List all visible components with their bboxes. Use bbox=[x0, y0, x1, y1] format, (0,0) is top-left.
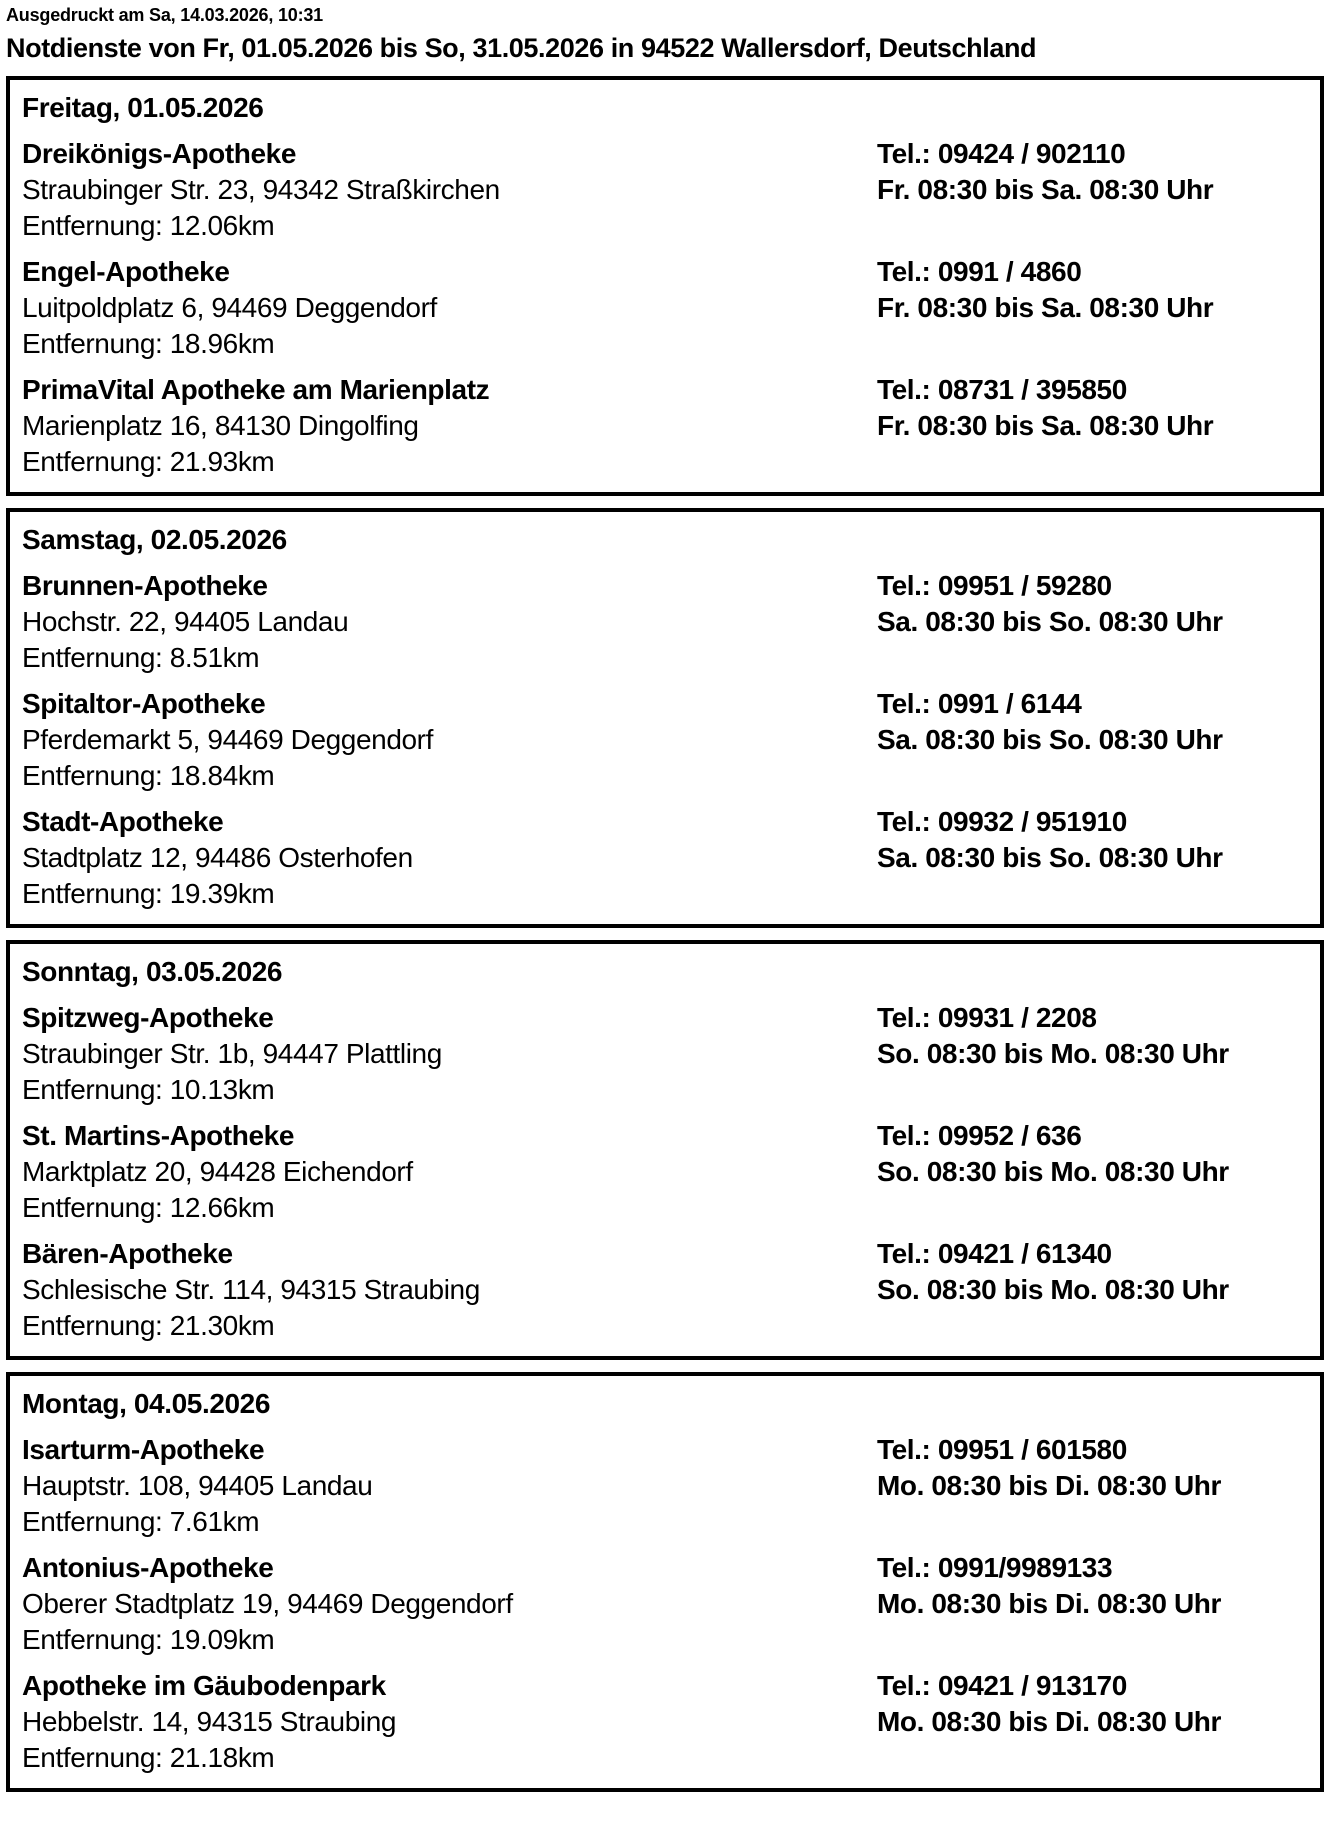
pharmacy-row-address-hours bbox=[22, 408, 1308, 444]
pharmacy-row-distance bbox=[22, 1308, 1308, 1344]
pharmacy-address: Luitpoldplatz 6, 94469 Deggendorf bbox=[22, 292, 437, 323]
pharmacy-entry bbox=[22, 1236, 1308, 1344]
pharmacy-row-distance bbox=[22, 444, 1308, 480]
pharmacy-distance: Entfernung: 8.51km bbox=[22, 642, 260, 673]
pharmacy-phone: Tel.: 09932 / 951910 bbox=[877, 806, 1127, 837]
pharmacy-entry bbox=[22, 1550, 1308, 1658]
pharmacy-list bbox=[22, 136, 1308, 480]
pharmacy-hours: Fr. 08:30 bis Sa. 08:30 Uhr bbox=[877, 174, 1214, 205]
pharmacy-name: Dreikönigs-Apotheke bbox=[22, 138, 296, 169]
pharmacy-row-distance bbox=[22, 758, 1308, 794]
pharmacy-distance: Entfernung: 18.84km bbox=[22, 760, 275, 791]
pharmacy-distance: Entfernung: 21.30km bbox=[22, 1310, 275, 1341]
pharmacy-row-name-phone bbox=[22, 372, 1308, 408]
pharmacy-row-name-phone bbox=[22, 1550, 1308, 1586]
pharmacy-phone: Tel.: 0991 / 4860 bbox=[877, 256, 1082, 287]
pharmacy-entry bbox=[22, 254, 1308, 362]
pharmacy-distance: Entfernung: 10.13km bbox=[22, 1074, 275, 1105]
pharmacy-name: Apotheke im Gäubodenpark bbox=[22, 1670, 386, 1701]
pharmacy-entry bbox=[22, 1432, 1308, 1540]
pharmacy-hours: Fr. 08:30 bis Sa. 08:30 Uhr bbox=[877, 410, 1214, 441]
pharmacy-row-distance bbox=[22, 876, 1308, 912]
pharmacy-hours: So. 08:30 bis Mo. 08:30 Uhr bbox=[877, 1274, 1229, 1305]
pharmacy-row-name-phone bbox=[22, 136, 1308, 172]
pharmacy-row-distance bbox=[22, 208, 1308, 244]
pharmacy-entry bbox=[22, 686, 1308, 794]
pharmacy-hours: So. 08:30 bis Mo. 08:30 Uhr bbox=[877, 1038, 1229, 1069]
printed-at-label: Ausgedruckt am Sa, 14.03.2026, 10:31 bbox=[6, 5, 323, 25]
pharmacy-name: Spitzweg-Apotheke bbox=[22, 1002, 274, 1033]
pharmacy-row-address-hours bbox=[22, 840, 1308, 876]
pharmacy-hours: Mo. 08:30 bis Di. 08:30 Uhr bbox=[877, 1470, 1221, 1501]
pharmacy-row-address-hours bbox=[22, 290, 1308, 326]
pharmacy-row-name-phone bbox=[22, 568, 1308, 604]
pharmacy-address: Oberer Stadtplatz 19, 94469 Deggendorf bbox=[22, 1588, 513, 1619]
pharmacy-distance: Entfernung: 21.93km bbox=[22, 446, 275, 477]
pharmacy-name: Engel-Apotheke bbox=[22, 256, 230, 287]
pharmacy-distance: Entfernung: 19.39km bbox=[22, 878, 275, 909]
pharmacy-phone: Tel.: 09931 / 2208 bbox=[877, 1002, 1097, 1033]
pharmacy-entry bbox=[22, 1118, 1308, 1226]
pharmacy-distance: Entfernung: 12.66km bbox=[22, 1192, 275, 1223]
day-header: Sonntag, 03.05.2026 bbox=[22, 956, 283, 987]
pharmacy-distance-spacer bbox=[877, 444, 1308, 480]
pharmacy-hours: Sa. 08:30 bis So. 08:30 Uhr bbox=[877, 724, 1223, 755]
pharmacy-phone: Tel.: 09952 / 636 bbox=[877, 1120, 1082, 1151]
day-header: Freitag, 01.05.2026 bbox=[22, 92, 264, 123]
pharmacy-address: Hochstr. 22, 94405 Landau bbox=[22, 606, 349, 637]
pharmacy-name: Isarturm-Apotheke bbox=[22, 1434, 265, 1465]
pharmacy-row-address-hours bbox=[22, 1468, 1308, 1504]
pharmacy-distance: Entfernung: 18.96km bbox=[22, 328, 275, 359]
pharmacy-name: Bären-Apotheke bbox=[22, 1238, 233, 1269]
pharmacy-distance: Entfernung: 21.18km bbox=[22, 1742, 275, 1773]
pharmacy-name: St. Martins-Apotheke bbox=[22, 1120, 295, 1151]
pharmacy-phone: Tel.: 0991/9989133 bbox=[877, 1552, 1113, 1583]
pharmacy-hours: So. 08:30 bis Mo. 08:30 Uhr bbox=[877, 1156, 1229, 1187]
pharmacy-address: Schlesische Str. 114, 94315 Straubing bbox=[22, 1274, 480, 1305]
pharmacy-address: Hebbelstr. 14, 94315 Straubing bbox=[22, 1706, 397, 1737]
pharmacy-row-distance bbox=[22, 640, 1308, 676]
pharmacy-distance-spacer bbox=[877, 1308, 1308, 1344]
pharmacy-distance-spacer bbox=[877, 1504, 1308, 1540]
pharmacy-row-address-hours bbox=[22, 1586, 1308, 1622]
pharmacy-row-address-hours bbox=[22, 1036, 1308, 1072]
pharmacy-hours: Mo. 08:30 bis Di. 08:30 Uhr bbox=[877, 1588, 1221, 1619]
pharmacy-hours: Fr. 08:30 bis Sa. 08:30 Uhr bbox=[877, 292, 1214, 323]
pharmacy-row-distance bbox=[22, 1504, 1308, 1540]
pharmacy-row-name-phone bbox=[22, 804, 1308, 840]
pharmacy-hours: Sa. 08:30 bis So. 08:30 Uhr bbox=[877, 606, 1223, 637]
pharmacy-row-address-hours bbox=[22, 722, 1308, 758]
day-box-list bbox=[6, 76, 1324, 1792]
pharmacy-phone: Tel.: 09421 / 913170 bbox=[877, 1670, 1127, 1701]
pharmacy-list bbox=[22, 1432, 1308, 1776]
pharmacy-row-address-hours bbox=[22, 1704, 1308, 1740]
pharmacy-distance-spacer bbox=[877, 1622, 1308, 1658]
pharmacy-phone: Tel.: 09421 / 61340 bbox=[877, 1238, 1112, 1269]
pharmacy-address: Stadtplatz 12, 94486 Osterhofen bbox=[22, 842, 413, 873]
pharmacy-entry bbox=[22, 804, 1308, 912]
pharmacy-entry bbox=[22, 1668, 1308, 1776]
pharmacy-distance-spacer bbox=[877, 1740, 1308, 1776]
pharmacy-name: Stadt-Apotheke bbox=[22, 806, 224, 837]
day-box bbox=[6, 940, 1324, 1360]
pharmacy-entry bbox=[22, 136, 1308, 244]
pharmacy-phone: Tel.: 09951 / 601580 bbox=[877, 1434, 1127, 1465]
pharmacy-address: Marienplatz 16, 84130 Dingolfing bbox=[22, 410, 419, 441]
pharmacy-list bbox=[22, 1000, 1308, 1344]
pharmacy-phone: Tel.: 08731 / 395850 bbox=[877, 374, 1127, 405]
day-box bbox=[6, 76, 1324, 496]
pharmacy-name: Spitaltor-Apotheke bbox=[22, 688, 266, 719]
pharmacy-distance-spacer bbox=[877, 326, 1308, 362]
pharmacy-row-distance bbox=[22, 1740, 1308, 1776]
pharmacy-address: Straubinger Str. 23, 94342 Straßkirchen bbox=[22, 174, 500, 205]
pharmacy-distance-spacer bbox=[877, 758, 1308, 794]
pharmacy-row-address-hours bbox=[22, 1272, 1308, 1308]
pharmacy-row-name-phone bbox=[22, 254, 1308, 290]
pharmacy-address: Straubinger Str. 1b, 94447 Plattling bbox=[22, 1038, 442, 1069]
pharmacy-entry bbox=[22, 568, 1308, 676]
pharmacy-phone: Tel.: 09424 / 902110 bbox=[877, 138, 1126, 169]
pharmacy-name: PrimaVital Apotheke am Marienplatz bbox=[22, 374, 490, 405]
pharmacy-row-address-hours bbox=[22, 1154, 1308, 1190]
pharmacy-address: Hauptstr. 108, 94405 Landau bbox=[22, 1470, 373, 1501]
day-header: Montag, 04.05.2026 bbox=[22, 1388, 271, 1419]
pharmacy-row-name-phone bbox=[22, 686, 1308, 722]
pharmacy-row-name-phone bbox=[22, 1000, 1308, 1036]
pharmacy-hours: Mo. 08:30 bis Di. 08:30 Uhr bbox=[877, 1706, 1221, 1737]
day-header: Samstag, 02.05.2026 bbox=[22, 524, 287, 555]
pharmacy-row-name-phone bbox=[22, 1118, 1308, 1154]
pharmacy-list bbox=[22, 568, 1308, 912]
pharmacy-row-address-hours bbox=[22, 604, 1308, 640]
pharmacy-distance: Entfernung: 19.09km bbox=[22, 1624, 275, 1655]
pharmacy-entry bbox=[22, 372, 1308, 480]
pharmacy-row-name-phone bbox=[22, 1432, 1308, 1468]
pharmacy-hours: Sa. 08:30 bis So. 08:30 Uhr bbox=[877, 842, 1223, 873]
pharmacy-distance: Entfernung: 7.61km bbox=[22, 1506, 260, 1537]
pharmacy-phone: Tel.: 0991 / 6144 bbox=[877, 688, 1082, 719]
pharmacy-row-name-phone bbox=[22, 1668, 1308, 1704]
pharmacy-phone: Tel.: 09951 / 59280 bbox=[877, 570, 1112, 601]
pharmacy-row-distance bbox=[22, 1622, 1308, 1658]
pharmacy-address: Pferdemarkt 5, 94469 Deggendorf bbox=[22, 724, 433, 755]
pharmacy-distance-spacer bbox=[877, 876, 1308, 912]
page-title: Notdienste von Fr, 01.05.2026 bis So, 31.05.2026 in 94522 Wallersdorf, Deutschland bbox=[6, 33, 1037, 63]
day-box bbox=[6, 508, 1324, 928]
pharmacy-distance-spacer bbox=[877, 208, 1308, 244]
pharmacy-distance-spacer bbox=[877, 1072, 1308, 1108]
pharmacy-distance: Entfernung: 12.06km bbox=[22, 210, 275, 241]
day-box bbox=[6, 1372, 1324, 1792]
pharmacy-entry bbox=[22, 1000, 1308, 1108]
pharmacy-row-distance bbox=[22, 1072, 1308, 1108]
pharmacy-name: Brunnen-Apotheke bbox=[22, 570, 268, 601]
pharmacy-distance-spacer bbox=[877, 640, 1308, 676]
pharmacy-row-name-phone bbox=[22, 1236, 1308, 1272]
pharmacy-distance-spacer bbox=[877, 1190, 1308, 1226]
pharmacy-row-distance bbox=[22, 1190, 1308, 1226]
pharmacy-name: Antonius-Apotheke bbox=[22, 1552, 274, 1583]
pharmacy-address: Marktplatz 20, 94428 Eichendorf bbox=[22, 1156, 413, 1187]
pharmacy-row-address-hours bbox=[22, 172, 1308, 208]
pharmacy-row-distance bbox=[22, 326, 1308, 362]
